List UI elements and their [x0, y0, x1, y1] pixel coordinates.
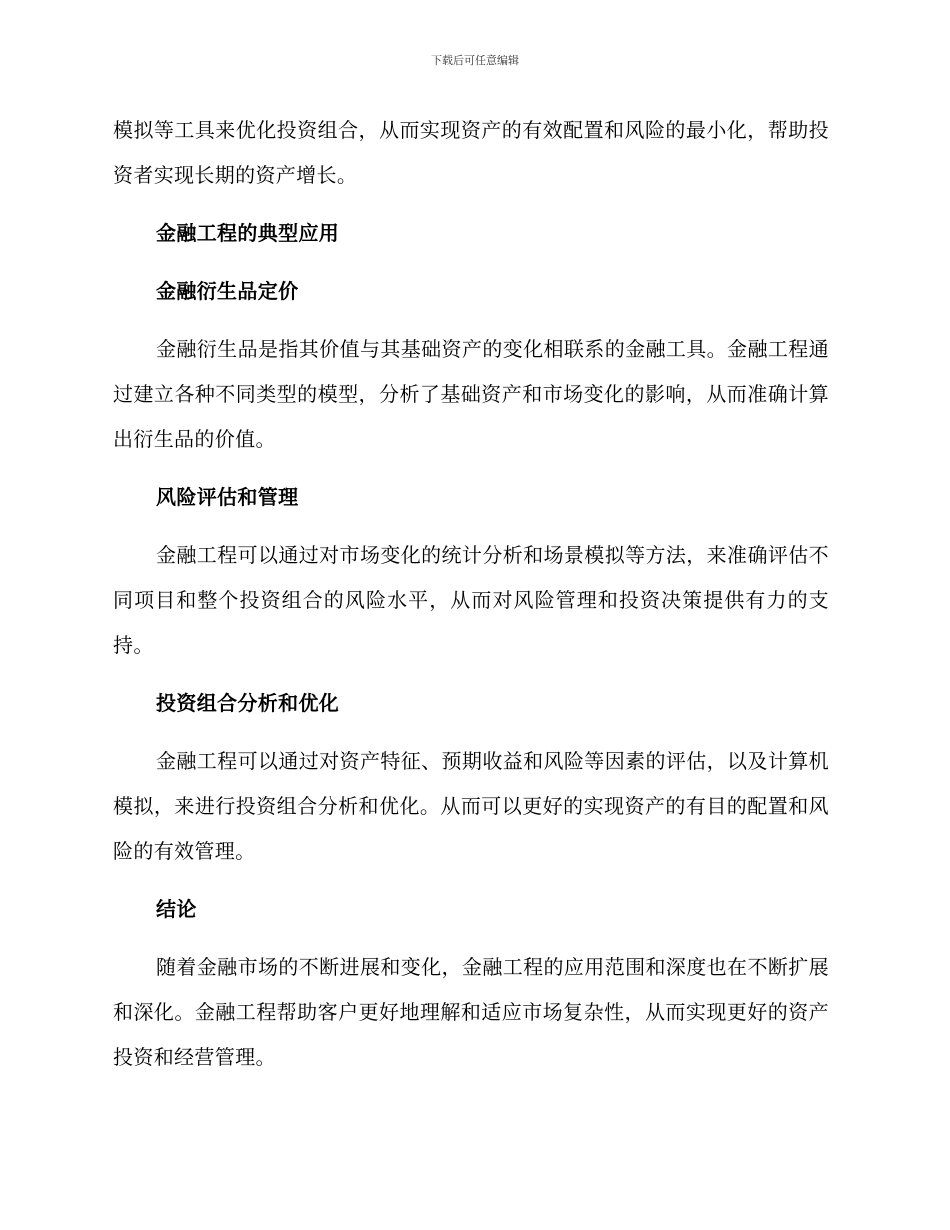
page-header-note: 下载后可任意编辑 [431, 54, 519, 67]
paragraph-continuation: 模拟等工具来优化投资组合，从而实现资产的有效配置和风险的最小化，帮助投资者实现长期的资产增长。 [113, 118, 829, 187]
subheading-derivatives-pricing: 金融衍生品定价 [156, 279, 299, 303]
section-heading-conclusion: 结论 [156, 897, 197, 921]
section-heading-typical-applications: 金融工程的典型应用 [156, 221, 340, 245]
subheading-portfolio-optimization: 投资组合分析和优化 [156, 691, 340, 715]
document-body [113, 108, 829, 1093]
paragraph-risk-management: 金融工程可以通过对市场变化的统计分析和场景模拟等方法，来准确评估不同项目和整个投资组合的风险水平，从而对风险管理和投资决策提供有力的支持。 [113, 543, 829, 657]
paragraph-portfolio-optimization: 金融工程可以通过对资产特征、预期收益和风险等因素的评估，以及计算机模拟，来进行投资组合分析和优化。从而可以更好的实现资产的有目的配置和风险的有效管理。 [113, 749, 829, 863]
subheading-risk-management: 风险评估和管理 [156, 485, 299, 509]
paragraph-derivatives-pricing: 金融衍生品是指其价值与其基础资产的变化相联系的金融工具。金融工程通过建立各种不同类型的模型，分析了基础资产和市场变化的影响，从而准确计算出衍生品的价值。 [113, 337, 829, 451]
paragraph-conclusion: 随着金融市场的不断进展和变化，金融工程的应用范围和深度也在不断扩展和深化。金融工程帮助客户更好地理解和适应市场复杂性，从而实现更好的资产投资和经营管理。 [113, 955, 829, 1069]
